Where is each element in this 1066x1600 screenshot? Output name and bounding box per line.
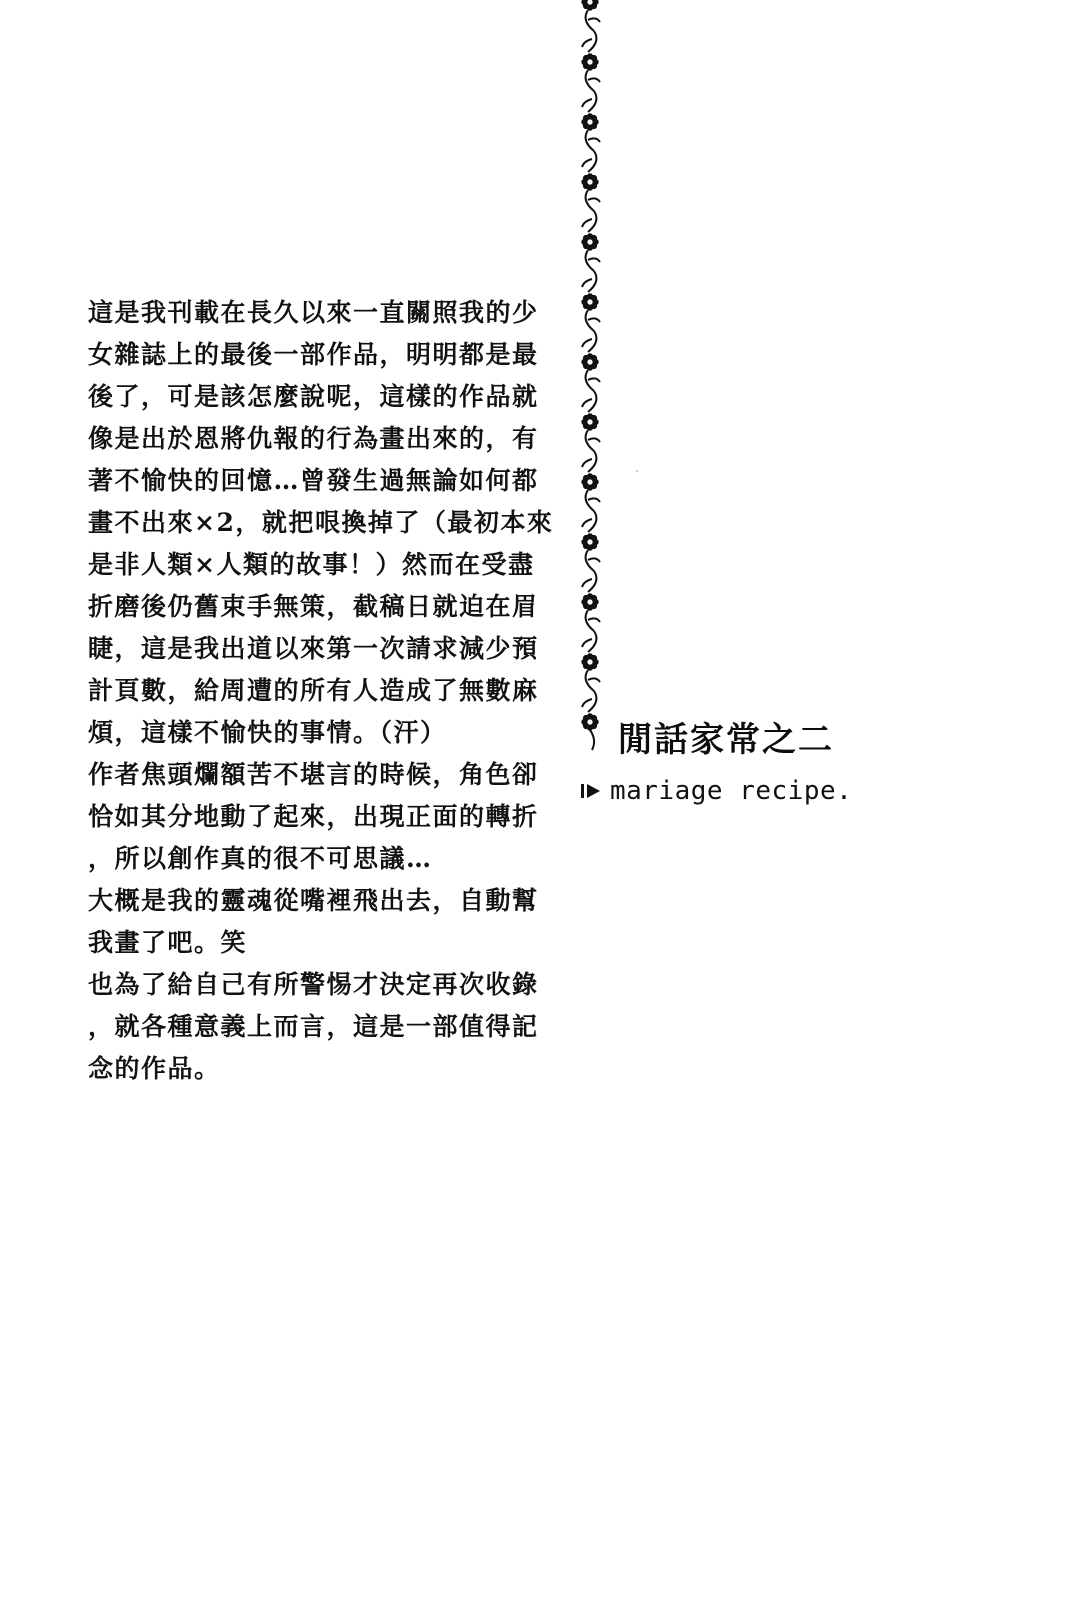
- text-line: 後了，可是該怎麼說呢，這樣的作品就: [88, 382, 539, 411]
- play-arrow-icon: [580, 781, 602, 801]
- vine-stem: [588, 271, 596, 292]
- text-line: 這是我刊載在長久以來一直關照我的少: [88, 298, 539, 327]
- flower-icon: [581, 473, 598, 490]
- flower-icon: [581, 293, 598, 310]
- text-line: 作者焦頭爛額苦不堪言的時候，角色卻: [88, 760, 539, 789]
- flower-vine-icon: [574, 0, 610, 760]
- flower-icon: [581, 233, 598, 250]
- vine-stem: [588, 91, 596, 112]
- text-line: 也為了給自己有所警惕才決定再次收錄: [88, 970, 539, 999]
- flower-icon: [581, 113, 598, 130]
- text-line: 煩，這樣不愉快的事情。（汗）: [88, 718, 447, 747]
- chapter-subtitle-row: [580, 776, 852, 806]
- speck: [636, 470, 638, 472]
- vine-stem: [586, 70, 594, 91]
- flower-icon: [581, 413, 598, 430]
- vine-stem: [588, 631, 596, 652]
- flower-icon: [581, 593, 598, 610]
- flower-icon: [581, 353, 598, 370]
- chapter-title: 閒話家常之二: [618, 720, 834, 760]
- vine-stem: [588, 391, 596, 412]
- flower-icon: [581, 713, 598, 730]
- vine-stem: [586, 370, 594, 391]
- text-line: 像是出於恩將仇報的行為畫出來的，有: [88, 424, 539, 453]
- vine-stem: [588, 571, 596, 592]
- vine-stem: [586, 190, 594, 211]
- vine-stem: [590, 730, 594, 750]
- text-line: 睫，這是我出道以來第一次請求減少預: [88, 634, 539, 663]
- text-line: 女雜誌上的最後一部作品，明明都是最: [88, 340, 539, 369]
- vine-stem: [588, 211, 596, 232]
- vine-stem: [586, 550, 594, 571]
- afterword-text: [88, 292, 558, 1090]
- vine-stem: [588, 451, 596, 472]
- chapter-subtitle: mariage recipe.: [610, 776, 853, 806]
- text-line: ，就各種意義上而言，這是一部值得記: [88, 1012, 539, 1041]
- text-line: 計頁數，給周遭的所有人造成了無數麻: [88, 676, 539, 705]
- text-line: 恰如其分地動了起來，出現正面的轉折: [88, 802, 539, 831]
- text-line: 是非人類×人類的故事！）然而在受盡: [88, 550, 535, 579]
- flower-icon: [581, 173, 598, 190]
- text-line: 著不愉快的回憶…曾發生過無論如何都: [88, 466, 539, 495]
- vine-stem: [586, 250, 594, 271]
- vine-stem: [586, 10, 594, 31]
- text-line: 念的作品。: [88, 1054, 221, 1083]
- text-line: 我畫了吧。笑: [88, 928, 248, 957]
- text-line: ，所以創作真的很不可思議…: [88, 844, 433, 873]
- flower-icon: [581, 653, 598, 670]
- vine-stem: [588, 511, 596, 532]
- vine-stem: [588, 331, 596, 352]
- flower-icon: [581, 53, 598, 70]
- text-line: 畫不出來×2，就把哏換掉了（最初本來: [88, 508, 554, 537]
- vine-stem: [586, 490, 594, 511]
- flower-icon: [581, 0, 598, 11]
- vine-stem: [586, 310, 594, 331]
- text-line: 大概是我的靈魂從嘴裡飛出去，自動幫: [88, 886, 539, 915]
- text-line: 折磨後仍舊束手無策，截稿日就迫在眉: [88, 592, 539, 621]
- vine-stem: [588, 151, 596, 172]
- vine-stem: [586, 610, 594, 631]
- vine-stem: [586, 430, 594, 451]
- vine-stem: [588, 691, 596, 712]
- vine-stem: [586, 670, 594, 691]
- vine-stem: [588, 31, 596, 52]
- flower-icon: [581, 533, 598, 550]
- vine-stem: [586, 130, 594, 151]
